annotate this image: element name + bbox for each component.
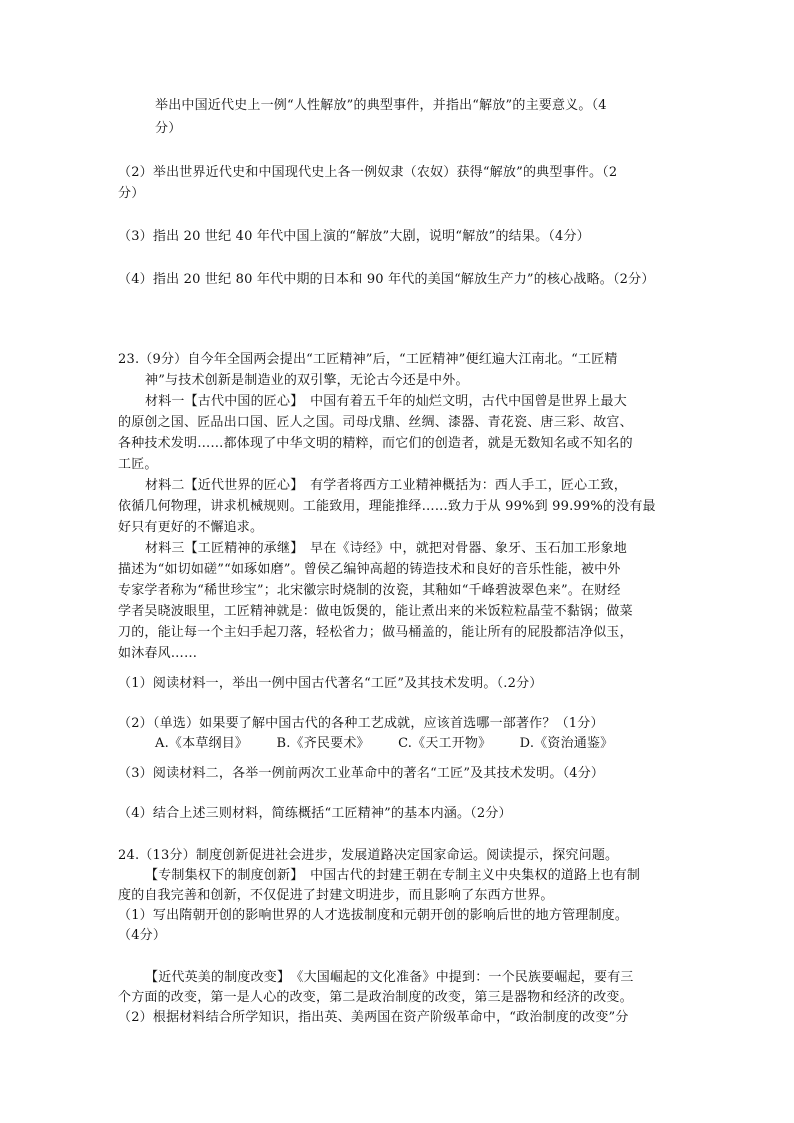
q24-intro: 24.（13分）制度创新促进社会进步，发展道路决定国家命运。阅读提示，探究问题。	[118, 848, 619, 863]
q24-sub2-line-1: （2）根据材料结合所学知识，指出英、美两国在资产阶级革命中，“政治制度的改变”分	[118, 1010, 629, 1025]
q24-section-2-line-2: 个方面的改变，第一是人心的改变，第二是政治制度的改变，第三是器物和经济的改变。	[118, 990, 633, 1005]
q23-material-3-line-2: 描述为“如切如磋”“如琢如磨”。曾侯乙编钟高超的铸造技术和良好的音乐性能，被中外	[118, 562, 621, 577]
q23-material-1-line-4: 工匠。	[118, 457, 158, 472]
option-d: D.《资治通鉴》	[519, 736, 614, 751]
q22-sub4: （4）指出 20 世纪 80 年代中期的日本和 90 年代的美国“解放生产力”的核心战略。（2分）	[118, 272, 655, 287]
q23-material-3-line-6: 如沐春风……	[118, 646, 198, 661]
q22-sub1-line-1: 举出中国近代史上一例“人性解放”的典型事件，并指出“解放”的主要意义。（4	[155, 98, 607, 113]
q23-material-1-line-3: 各种技术发明……都体现了中华文明的精粹，而它们的创造者，就是无数知名或不知名的	[118, 436, 633, 451]
q22-sub1-line-2: 分）	[155, 121, 182, 136]
option-b: B.《齐民要术》	[276, 736, 370, 751]
q24-section-1-line-2: 度的自我完善和创新，不仅促进了封建文明进步，而且影响了东西方世界。	[118, 888, 554, 903]
q23-sub4: （4）结合上述三则材料，简练概括“工匠精神”的基本内涵。（2分）	[118, 806, 512, 821]
q22-sub3: （3）指出 20 世纪 40 年代中国上演的“解放”大剧，说明“解放”的结果。（4分）	[118, 229, 590, 244]
option-c: C.《天工开物》	[398, 736, 492, 751]
q23-sub1: （1）阅读材料一，举出一例中国古代著名“工匠”及其技术发明。（.2分）	[118, 676, 543, 691]
q24-section-1-line-1: 【专制集权下的制度创新】 中国古代的封建王朝在专制主义中央集权的道路上也有制	[145, 868, 641, 883]
q23-material-3-line-5: 刀的，能让每一个主妇手起刀落，轻松省力；做马桶盖的，能让所有的屁股都洁净似玉，	[118, 625, 633, 640]
q23-intro-line-1: 23.（9分）自今年全国两会提出“工匠精神”后，“工匠精神”便红遍大江南北。“工匠精	[118, 352, 618, 367]
q23-material-3-line-3: 专家学者称为“稀世珍宝”；北宋徽宗时烧制的汝瓷，其釉如“千峰碧波翠色来”。在财经	[118, 583, 621, 598]
q23-sub2: （2）（单选）如果要了解中国古代的各种工艺成就，应该首选哪一部著作？（1分）	[118, 716, 604, 731]
q24-sub1-line-1: （1）写出隋朝开创的影响世界的人才选拔制度和元朝开创的影响后世的地方管理制度。	[118, 908, 629, 923]
q23-material-2-line-1: 材料二【近代世界的匠心】 有学者将西方工业精神概括为：西人手工，匠心工致，	[145, 478, 627, 493]
q24-sub1-line-2: （4分）	[118, 928, 167, 943]
q23-material-1-line-2: 的原创之国、匠品出口国、匠人之国。司母戊鼎、丝绸、漆器、青花瓷、唐三彩、故宫、	[118, 415, 633, 430]
q23-intro-line-2: 神”与技术创新是制造业的双引擎，无论古今还是中外。	[145, 373, 469, 388]
q23-material-2-line-3: 好只有更好的不懈追求。	[118, 520, 264, 535]
q23-material-2-line-2: 依循几何物理，讲求机械规则。工能致用，理能推绎……致力于从 99%到 99.99%的没有最	[118, 499, 656, 514]
q23-material-3-line-4: 学者吴晓波眼里，工匠精神就是：做电饭煲的，能让煮出来的米饭粒粒晶莹不黏锅；做菜	[118, 604, 633, 619]
q23-sub2-options	[155, 734, 637, 754]
option-a: A.《本草纲目》	[155, 736, 249, 751]
q23-material-1-line-1: 材料一【古代中国的匠心】 中国有着五千年的灿烂文明，古代中国曾是世界上最大	[145, 394, 627, 409]
q22-sub2-line-2: 分）	[118, 186, 145, 201]
q24-section-2-line-1: 【近代英美的制度改变】 《大国崛起的文化准备》中提到：一个民族要崛起，要有三	[145, 970, 634, 985]
q23-sub3: （3）阅读材料二，各举一例前两次工业革命中的著名“工匠”及其技术发明。（4分）	[118, 766, 605, 781]
q23-material-3-line-1: 材料三【工匠精神的承继】 早在《诗经》中，就把对骨器、象牙、玉石加工形象地	[145, 541, 627, 556]
q22-sub2-line-1: （2）举出世界近代史和中国现代史上各一例奴隶（农奴）获得“解放”的典型事件。（2	[118, 165, 618, 180]
